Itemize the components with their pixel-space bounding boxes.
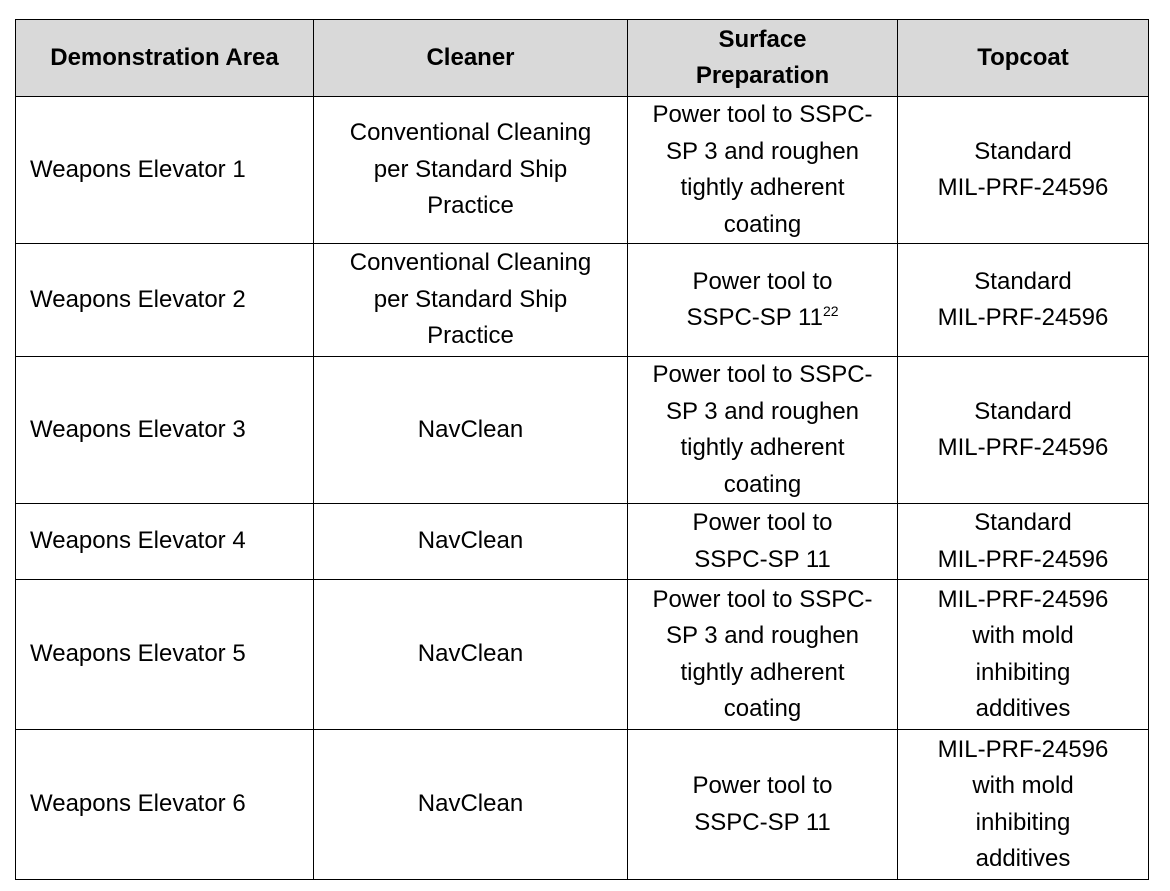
- surface-preparation-cell: [628, 244, 898, 357]
- table-body: [16, 97, 1149, 880]
- cleaner-cell: Conventional Cleaning per Standard Ship Practice: [314, 244, 628, 357]
- surface-preparation-cell: [628, 730, 898, 880]
- column-header-demonstration-area: Demonstration Area: [16, 20, 314, 97]
- table-row: [16, 504, 1149, 580]
- cleaner-cell: NavClean: [314, 357, 628, 504]
- footnote-marker: 22: [822, 303, 839, 319]
- surface-preparation-text: Power tool to SSPC-SP 11: [692, 772, 833, 836]
- demonstration-area-cell: Weapons Elevator 1: [16, 97, 314, 244]
- topcoat-cell: MIL-PRF-24596 with mold inhibiting additives: [898, 580, 1149, 730]
- table-row: [16, 580, 1149, 730]
- demonstration-area-cell: Weapons Elevator 3: [16, 357, 314, 504]
- surface-preparation-cell: [628, 504, 898, 580]
- cleaner-cell: NavClean: [314, 580, 628, 730]
- demonstration-area-cell: Weapons Elevator 2: [16, 244, 314, 357]
- column-header-surface-preparation: Surface Preparation: [628, 20, 898, 97]
- table-header: [16, 20, 1149, 97]
- surface-preparation-cell: [628, 580, 898, 730]
- topcoat-cell: Standard MIL-PRF-24596: [898, 97, 1149, 244]
- table-row: [16, 730, 1149, 880]
- table-row: [16, 244, 1149, 357]
- surface-preparation-text: Power tool to SSPC- SP 3 and roughen tightly adherent coating: [652, 361, 873, 498]
- surface-preparation-text: Power tool to SSPC- SP 3 and roughen tightly adherent coating: [652, 585, 873, 722]
- header-row: [16, 20, 1149, 97]
- demonstration-table: [15, 19, 1149, 880]
- cleaner-cell: NavClean: [314, 504, 628, 580]
- surface-preparation-cell: [628, 357, 898, 504]
- column-header-topcoat: Topcoat: [898, 20, 1149, 97]
- surface-preparation-text: Power tool to SSPC- SP 3 and roughen tightly adherent coating: [652, 101, 873, 238]
- column-header-cleaner: Cleaner: [314, 20, 628, 97]
- topcoat-cell: Standard MIL-PRF-24596: [898, 504, 1149, 580]
- table-row: [16, 357, 1149, 504]
- demonstration-area-cell: Weapons Elevator 5: [16, 580, 314, 730]
- table-row: [16, 97, 1149, 244]
- topcoat-cell: Standard MIL-PRF-24596: [898, 244, 1149, 357]
- topcoat-cell: Standard MIL-PRF-24596: [898, 357, 1149, 504]
- cleaner-cell: Conventional Cleaning per Standard Ship Practice: [314, 97, 628, 244]
- demonstration-area-cell: Weapons Elevator 4: [16, 504, 314, 580]
- cleaner-cell: NavClean: [314, 730, 628, 880]
- surface-preparation-text: Power tool to SSPC-SP 11: [686, 267, 833, 331]
- surface-preparation-text: Power tool to SSPC-SP 11: [692, 509, 833, 573]
- demonstration-area-cell: Weapons Elevator 6: [16, 730, 314, 880]
- topcoat-cell: MIL-PRF-24596 with mold inhibiting additives: [898, 730, 1149, 880]
- surface-preparation-cell: [628, 97, 898, 244]
